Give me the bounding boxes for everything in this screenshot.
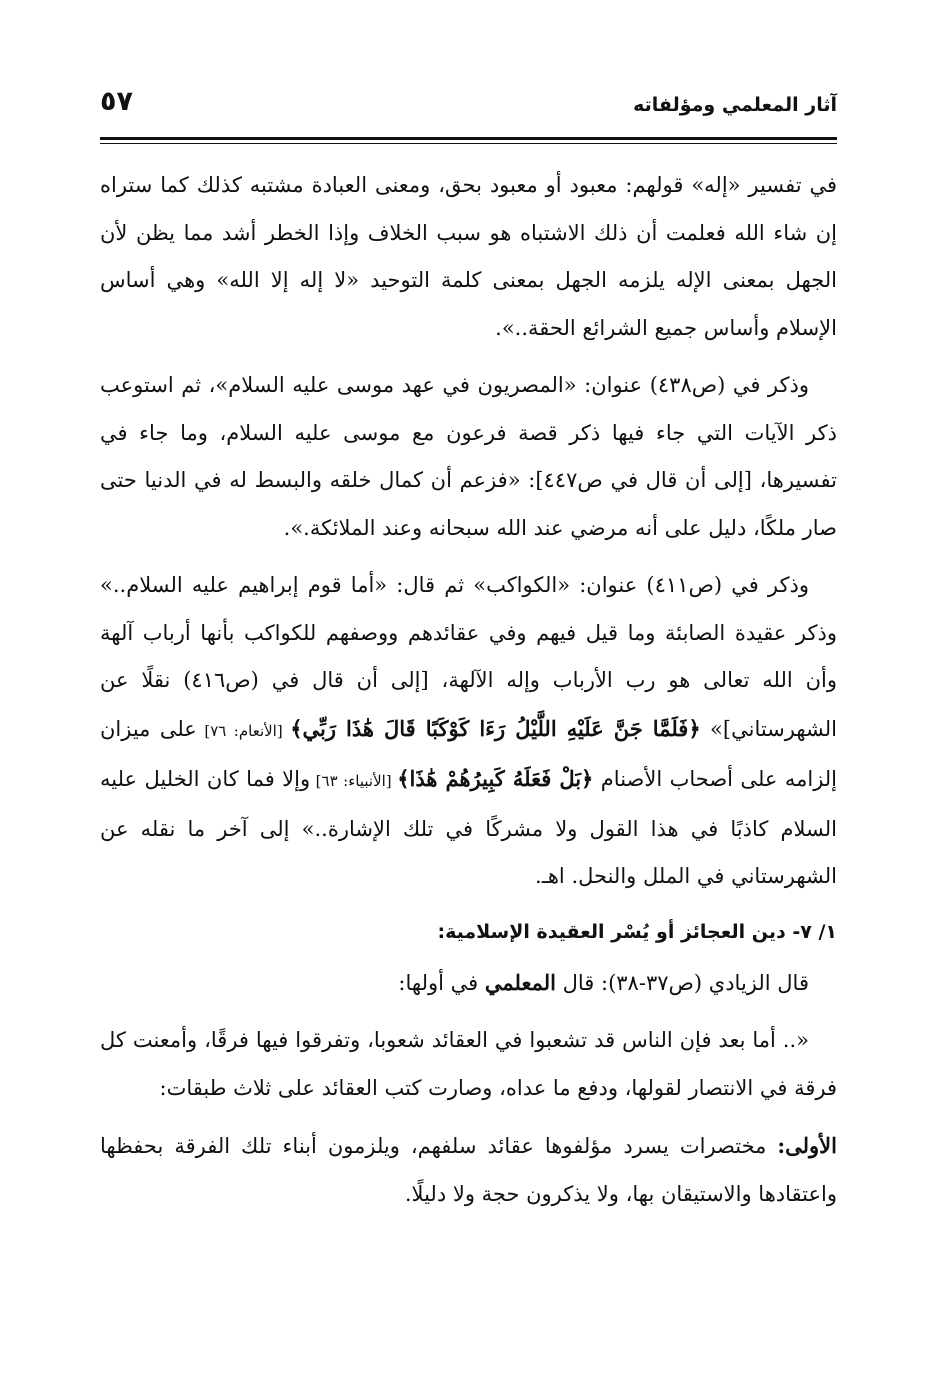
- paragraph-3-text-3: وإلا فما كان الخليل عليه السلام كاذبًا في هذا القول ولا مشركًا في تلك الإشارة..» إلى آخر ما نقله عن الشهرستاني في الملل والنحل. اهـ.: [100, 767, 837, 888]
- page-body: [100, 162, 837, 1228]
- paragraph-6-text: مختصرات يسرد مؤلفوها عقائد سلفهم، ويلزمون أبناء تلك الفرقة بحفظها واعتقادها والاستيقان بها، ولا يذكرون حجة ولا دليلًا.: [100, 1134, 837, 1206]
- page-header: [100, 86, 837, 130]
- author-name: المعلمي: [484, 969, 556, 995]
- verse-reference-1: [الأنعام: ٧٦]: [196, 721, 291, 740]
- paragraph-4-before: قال الزيادي (ص٣٧-٣٨): قال: [555, 970, 809, 995]
- paragraph-3-text-1: وذكر في (ص٤١١) عنوان: «الكواكب» ثم قال: «أما قوم إبراهيم عليه السلام..» وذكر عقيدة الصابئة وما قيل فيهم وفي عقائدهم ووصفهم للكواكب بأنها أرباب آلهة وأن الله تعالى هو رب الأرباب وإله الآلهة، [إلى أن قال في (ص٤١٦) نقلًا عن الشهرستاني]»: [100, 573, 838, 741]
- section-heading: ١/ ٧- دين العجائز أو يُسْر العقيدة الإسلامية:: [437, 920, 837, 943]
- verse-reference-2: [الأنبياء: ٦٣]: [310, 772, 398, 790]
- paragraph-6: [100, 1122, 837, 1218]
- header-rule: [100, 137, 837, 140]
- paragraph-6-label: الأولى:: [777, 1133, 837, 1158]
- paragraph-3: [100, 562, 837, 901]
- header-rule-thin: [100, 143, 837, 144]
- page-number: ٥٧: [100, 86, 133, 117]
- quran-verse-1: ﴿فَلَمَّا جَنَّ عَلَيْهِ اللَّيْلُ رَءَا كَوْكَبًا قَالَ هَٰذَا رَبِّي﴾: [290, 715, 701, 741]
- paragraph-4: [100, 959, 837, 1008]
- paragraph-3-text-2: على ميزان إلزامه على أصحاب الأصنام: [100, 716, 838, 791]
- paragraph-5: «.. أما بعد فإن الناس قد تشعبوا في العقائد شعوبا، وتفرقوا فيها فرقًا، وأمعنت كل فرقة في الانتصار لقولها، ودفع ما عداه، وصارت كتب العقائد على ثلاث طبقات:: [100, 1028, 837, 1100]
- paragraph-4-after: في أولها:: [398, 970, 485, 995]
- quran-verse-2: ﴿بَلْ فَعَلَهُ كَبِيرُهُمْ هَٰذَا﴾: [397, 766, 594, 791]
- running-title: آثار المعلمي ومؤلفاته: [633, 94, 837, 116]
- paragraph-1: في تفسير «إله» قولهم: معبود أو معبود بحق، ومعنى العبادة مشتبه كذلك كما ستراه إن شاء الله فعلمت أن ذلك الاشتباه هو سبب الخلاف وإذا الخطر أشد مما يظن لأن الجهل بمعنى الإله يلزمه الجهل بمعنى كلمة التوحيد «لا إله إلا الله» وهي أساس الإسلام وأساس جميع الشرائع الحقة..».: [100, 173, 838, 340]
- paragraph-2: وذكر في (ص٤٣٨) عنوان: «المصريون في عهد موسى عليه السلام»، ثم استوعب ذكر الآيات التي جاء فيها ذكر قصة فرعون مع موسى عليه السلام، وما جاء في تفسيرها، [إلى أن قال في ص٤٤٧]: «فزعم أن كمال خلقه والبسط له في الدنيا حتى صار ملكًا، دليل على أنه مرضي عند الله سبحانه وعند الملائكة.».: [100, 373, 837, 540]
